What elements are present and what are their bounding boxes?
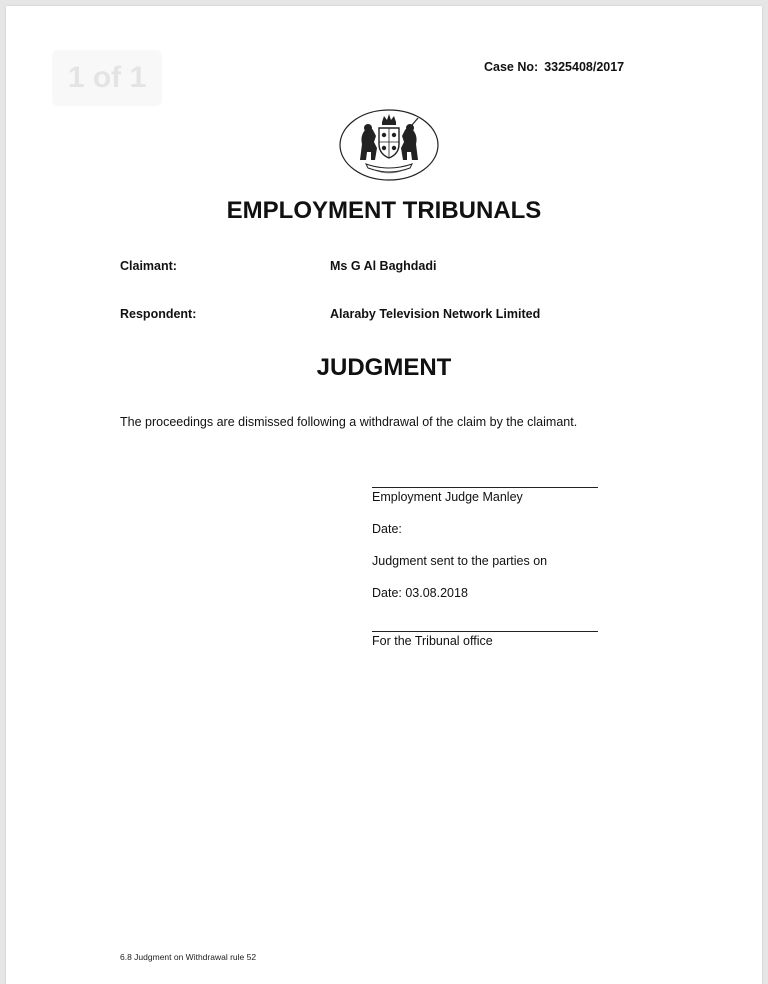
- judgment-sent-label: Judgment sent to the parties on: [372, 554, 548, 568]
- case-number: [484, 60, 624, 74]
- page-indicator: 1 of 1: [52, 50, 162, 106]
- case-number-value: 3325408/2017: [544, 60, 625, 74]
- judgment-sent-date: Date: 03.08.2018: [372, 586, 468, 600]
- judge-name: Employment Judge Manley: [372, 490, 523, 504]
- respondent-value: Alaraby Television Network Limited: [330, 307, 541, 321]
- judge-signature-line: [372, 487, 598, 488]
- document-page: [6, 6, 762, 984]
- respondent-label: Respondent:: [120, 307, 197, 321]
- royal-coat-of-arms-icon: [338, 108, 440, 182]
- document-title: EMPLOYMENT TRIBUNALS: [226, 197, 542, 224]
- claimant-label: Claimant:: [120, 259, 177, 273]
- judgment-text: The proceedings are dismissed following a withdrawal of the claim by the claimant.: [120, 415, 578, 429]
- office-signature-line: [372, 631, 598, 632]
- judgment-heading: JUDGMENT: [316, 354, 452, 381]
- case-number-label: Case No:: [484, 60, 539, 74]
- document-footer: 6.8 Judgment on Withdrawal rule 52: [120, 952, 257, 962]
- tribunal-office-label: For the Tribunal office: [372, 634, 493, 648]
- signature-date-label: Date:: [372, 522, 402, 536]
- claimant-value: Ms G Al Baghdadi: [330, 259, 437, 273]
